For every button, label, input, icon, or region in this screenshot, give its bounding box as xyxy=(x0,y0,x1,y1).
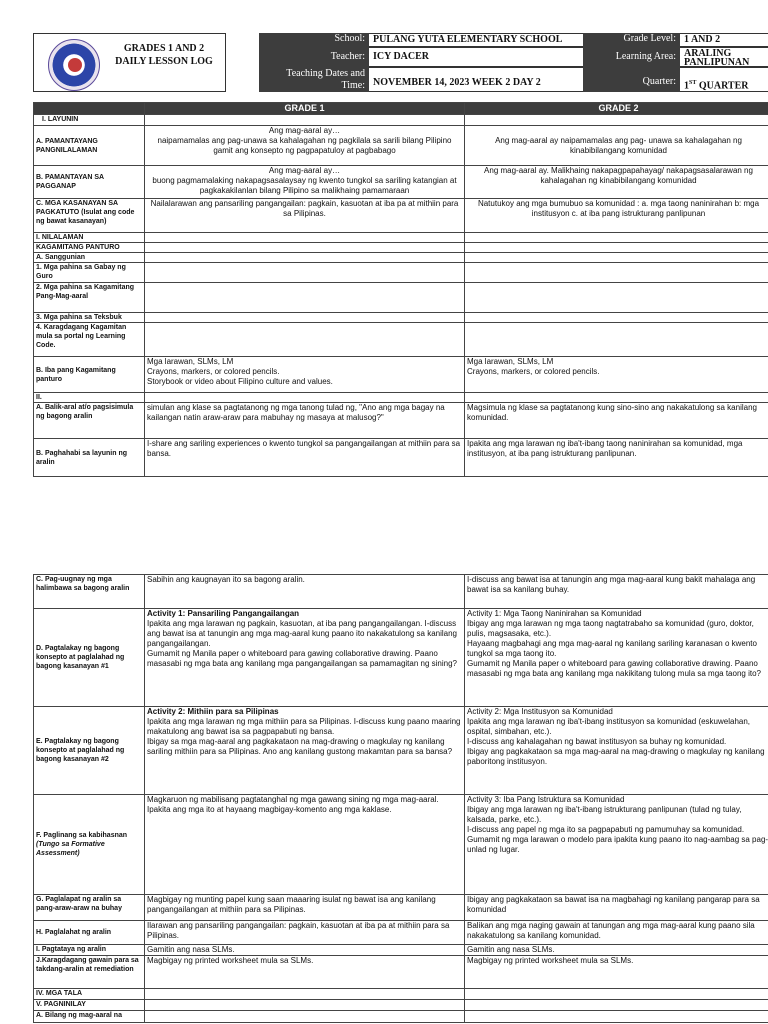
pagtalakay-2-label: E. Pagtalakay ng bagong konsepto at paglalahad ng bagong kasanayan #2 xyxy=(34,707,145,795)
balik-aral-g2: Magsimula ng klase sa pagtatanong kung sino-sino ang nakakatulong sa kanilang komunidad. xyxy=(465,403,768,439)
balik-aral-label: A. Balik-aral at/o pagsisimula ng bagong aralin xyxy=(34,403,145,439)
paglinang-row xyxy=(34,795,768,895)
pag-uugnay-row xyxy=(34,575,768,609)
paglinang-g1: Magkaruon ng mabilisang pagtatanghal ng mga gawang sining ng mga mag-aaral. Ipakita ang mga ito at hayaang magbigay-komento ang mga kaklase. xyxy=(145,795,465,895)
layunin-row xyxy=(34,115,768,126)
layunin-label: I. LAYUNIN xyxy=(34,115,145,126)
pagtataya-row xyxy=(34,945,768,956)
activity-2-g1-body-2: Ibigay sa mga mag-aaral ang pagkakataon na mag-drawing o magkulay ng kanilang sariling mithiin para sa Pilipinas. Ano ang kanilang gustong makamtan para sa bansa? xyxy=(147,737,453,756)
kagamitan-row xyxy=(34,243,768,253)
learning-area-label: Learning Area: xyxy=(583,47,680,67)
pamantayang-g2: Ang mag-aaral ay naipamamalas ang pag- unawa sa kahalagahan ng kinabibilangang komunidad xyxy=(465,126,768,166)
nilalaman-row xyxy=(34,233,768,243)
dates-label xyxy=(259,67,369,92)
pagtataya-g1: Gamitin ang nasa SLMs. xyxy=(145,945,465,956)
paglalapat-g1: Magbigay ng munting papel kung saan maaaring isulat ng bawat isa ang kanilang pangangailangan at mithiin para sa Pilipinas. xyxy=(145,895,465,921)
kasanayan-label: C. MGA KASANAYAN SA PAGKATUTO (Isulat ang code ng bawat kasanayan) xyxy=(34,199,145,233)
teksbuk-label: 3. Mga pahina sa Teksbuk xyxy=(34,313,145,323)
activity-3-g2-body-3: Gumamit ng mga larawan o modelo para ipakita kung paano ito nag-aambag sa pag-unlad ng lugar. xyxy=(467,835,768,854)
paglalapat-label: G. Paglalapat ng aralin sa pang-araw-araw na buhay xyxy=(34,895,145,921)
pamantayang-row xyxy=(34,126,768,166)
activity-1-g2-body: Ibigay ang mga larawan ng mga taong nagtatrabaho sa komunidad (guro, doktor, pulis, magsasaka, etc.). xyxy=(467,619,754,638)
pamantayang-g1-line-2: naipamamalas ang pag-unawa sa kahalagahan ng pagkilala sa sarili bilang Pilipino gamit ang konsepto ng pagpapatuloy at pagbabago xyxy=(157,136,452,155)
kasanayan-g2: Natutukoy ang mga bumubuo sa komunidad : a. mga taong naninirahan b: mga institusyon c. at iba pang istrukturang panlipunan xyxy=(465,199,768,233)
bilang-label: A. Bilang ng mag-aaral na xyxy=(34,1011,145,1023)
sanggunian-label: A. Sanggunian xyxy=(34,253,145,263)
paglalahat-label: H. Paglalahat ng aralin xyxy=(34,921,145,945)
pagninilay-label: V. PAGNINILAY xyxy=(34,1000,145,1011)
quarter-label: Quarter: xyxy=(583,67,680,92)
activity-2-g2-body-2: I-discuss ang kahalagahan ng bawat institusyon sa buhay ng komunidad. xyxy=(467,737,727,746)
pagganap-g2 xyxy=(465,166,768,199)
dates-value: NOVEMBER 14, 2023 WEEK 2 DAY 2 xyxy=(369,67,583,92)
karagdagang-gawain-label: J.Karagdagang gawain para sa takdang-aralin at remediation xyxy=(34,956,145,989)
learning-area-line-1: ARALING xyxy=(684,48,732,59)
teksbuk-row xyxy=(34,313,768,323)
iba-pang-kagamitan-label: B. Iba pang Kagamitang panturo xyxy=(34,357,145,393)
karagdagang-gawain-g2: Magbigay ng printed worksheet mula sa SLMs. xyxy=(465,956,768,989)
header-title-box xyxy=(33,33,226,92)
activity-2-g2-body-3: Ibigay ang pagkakataon sa mga mag-aaral na mag-drawing o magkulay ng kanilang paboritong institusyon. xyxy=(467,747,765,766)
title-line-1: GRADES 1 AND 2 xyxy=(123,43,205,54)
pagtalakay-1-g2 xyxy=(465,609,768,707)
paglalahat-g2: Balikan ang mga naging gawain at tanungan ang mga mag-aaral kung paano sila nakakatulong sa kanilang komunidad. xyxy=(465,921,768,945)
pagganap-g1 xyxy=(145,166,465,199)
lesson-table-part-2 xyxy=(33,574,768,1023)
grade2-header: GRADE 2 xyxy=(465,103,768,115)
pamantayan-pagganap-label: B. PAMANTAYAN SA PAGGANAP xyxy=(34,166,145,199)
header xyxy=(33,33,768,95)
pagganap-g2-line-1: Ang mag-aaral ay. Malikhaing nakapagpapahayag/ nakapagsasalarawan ng xyxy=(484,166,753,175)
pagganap-g1-line-1: Ang mag-aaral ay… xyxy=(268,166,341,175)
mga-tala-row xyxy=(34,989,768,1000)
pamantayang-label: A. PAMANTAYANG PANGNILALAMAN xyxy=(34,126,145,166)
mga-tala-label: IV. MGA TALA xyxy=(34,989,145,1000)
bilang-row xyxy=(34,1011,768,1023)
school-label: School: xyxy=(259,33,369,47)
paglinang-label-line-2: (Tungo sa Formative Assessment) xyxy=(36,841,105,857)
learning-area-line-2: PANLIPUNAN xyxy=(684,57,750,68)
paglinang-label xyxy=(34,795,145,895)
pagtalakay-1-g1 xyxy=(145,609,465,707)
activity-2-g2-body: Ipakita ang mga larawan ng iba't-ibang institusyon sa komunidad (eskuwelahan, ospital, simbahan, etc.). xyxy=(467,717,751,736)
activity-1-g1-body: Ipakita ang mga larawan ng pagkain, kasuotan, at iba pang pangangailangan. I-discuss ang bawat isa at tanungin ang mga mag-aaral kung paano ito nakakatulong sa kanilang pangangailangan. xyxy=(147,619,457,648)
pagganap-g2-line-2: kahalagahan ng kinabibilangang komunidad xyxy=(540,176,697,185)
teacher-value: ICY DACER xyxy=(369,47,583,67)
pamantayang-g1-line-1: Ang mag-aaral ay… xyxy=(268,126,341,135)
paghahabi-label: B. Paghahabi sa layunin ng aralin xyxy=(34,439,145,477)
dates-label-line-2: Time: xyxy=(341,80,365,91)
pag-uugnay-g1: Sabihin ang kaugnayan ito sa bagong aralin. xyxy=(145,575,465,609)
paghahabi-g1: I-share ang sariling experiences o kwento tungkol sa pangangailangan at mithiin para sa bansa. xyxy=(145,439,465,477)
lesson-table-part-1 xyxy=(33,102,768,477)
paglalahat-row xyxy=(34,921,768,945)
pagganap-g1-line-2: buong pagmamalaking nakapagsasalaysay ng kwento tungkol sa sariling katangian at pagkakakilanlan bilang Pilipino sa malikhaing pamamaraan xyxy=(152,176,457,195)
pagtalakay-2-g2 xyxy=(465,707,768,795)
pagtalakay-2-g1 xyxy=(145,707,465,795)
iba-g2-line-2: Crayons, markers, or colored pencils. xyxy=(467,367,600,376)
kagamitan-label: KAGAMITANG PANTURO xyxy=(34,243,145,253)
gabay-row xyxy=(34,263,768,283)
grade1-header: GRADE 1 xyxy=(145,103,465,115)
sanggunian-row xyxy=(34,253,768,263)
title-line-2: DAILY LESSON LOG xyxy=(115,56,213,67)
ii-row xyxy=(34,393,768,403)
iba-g1 xyxy=(145,357,465,393)
kasanayan-g1: Nailalarawan ang pansariling pangangailan: pagkain, kasuotan at iba pa at mithiin para sa Pilipinas. xyxy=(145,199,465,233)
karagdagang-row xyxy=(34,323,768,357)
blank-header-cell xyxy=(34,103,145,115)
iba-g2-line-1: Mga larawan, SLMs, LM xyxy=(467,357,554,366)
header-info-grid xyxy=(259,33,768,92)
paglalapat-row xyxy=(34,895,768,921)
activity-2-g1-body: Ipakita ang mga larawan ng mga mithiin para sa Pilipinas. I-discuss kung paano maaring makatulong ang bawat isa sa pagpapabuti ng bansa. xyxy=(147,717,461,736)
pang-mag-aaral-label: 2. Mga pahina sa Kagamitang Pang-Mag-aaral xyxy=(34,283,145,313)
teacher-label: Teacher: xyxy=(259,47,369,67)
paghahabi-g2: Ipakita ang mga larawan ng iba't-ibang taong naninirahan sa komunidad, mga institusyon, at iba pang istrukturang panlipunan. xyxy=(465,439,768,477)
activity-1-g1-title: Activity 1: Pansariling Pangangailangan xyxy=(147,609,300,618)
activity-3-g2-body-2: I-discuss ang papel ng mga ito sa pagpapabuti ng pamumuhay sa komunidad. xyxy=(467,825,745,834)
karagdagang-gawain-row xyxy=(34,956,768,989)
iba-pang-kagamitan-row xyxy=(34,357,768,393)
balik-aral-g1: simulan ang klase sa pagtatanong ng mga tanong tulad ng, "Ano ang mga bagay na kailangan natin araw-araw para mabuhay ng masaya at malusog?" xyxy=(145,403,465,439)
quarter-text: QUARTER xyxy=(696,80,749,92)
paglinang-label-line-1: F. Paglinang sa kabihasnan xyxy=(36,832,128,839)
quarter-number: 1 xyxy=(684,80,689,92)
iba-g1-line-1: Mga larawan, SLMs, LM xyxy=(147,357,234,366)
balik-aral-row xyxy=(34,403,768,439)
iba-g1-line-3: Storybook or video about Filipino culture and values. xyxy=(147,377,333,386)
pag-uugnay-label: C. Pag-uugnay ng mga halimbawa sa bagong aralin xyxy=(34,575,145,609)
activity-3-g2-title: Activity 3: Iba Pang Istruktura sa Komunidad xyxy=(467,795,625,804)
paghahabi-row xyxy=(34,439,768,477)
grade-level-label: Grade Level: xyxy=(583,33,680,47)
header-title xyxy=(102,42,226,68)
paglinang-g2 xyxy=(465,795,768,895)
activity-1-g2-body-3: Gumamit ng Manila paper o whiteboard para gawing collaborative drawing. Paano masasabi ng mga bata ang kanilang mga nakikitang tulong mula sa mga taong ito? xyxy=(467,659,761,678)
activity-3-g2-body: Ibigay ang mga larawan ng iba't-ibang istrukturang panlipunan (tulad ng tulay, kalsada, parke, etc.). xyxy=(467,805,742,824)
pamantayan-pagganap-row xyxy=(34,166,768,199)
activity-1-g2-body-2: Hayaang magbahagi ang mga mag-aaral ng kanilang sariling karanasan o kwento tungkol sa mga taong ito. xyxy=(467,639,757,658)
pagtalakay-1-label: D. Pagtalakay ng bagong konsepto at paglalahad ng bagong kasanayan #1 xyxy=(34,609,145,707)
deped-seal-icon xyxy=(48,39,100,91)
dates-label-line-1: Teaching Dates and xyxy=(286,68,365,79)
paglalapat-g2: Ibigay ang pagkakataon sa bawat isa na magbahagi ng kanilang pangarap para sa komunidad xyxy=(465,895,768,921)
pang-mag-aaral-row xyxy=(34,283,768,313)
activity-1-g1-body-2: Gumamit ng Manila paper o whiteboard para gawing collaborative drawing. Paano masasabi ng mga bata ang kanilang mga pangangailangan sa pamamagitan ng sining? xyxy=(147,649,457,668)
quarter-suffix: ST xyxy=(689,80,697,86)
quarter-value xyxy=(680,67,768,92)
pagninilay-row xyxy=(34,1000,768,1011)
activity-1-g2-title: Activity 1: Mga Taong Naninirahan sa Komunidad xyxy=(467,609,642,618)
activity-2-g1-title: Activity 2: Mithiin para sa Pilipinas xyxy=(147,707,279,716)
nilalaman-label: I. NILALAMAN xyxy=(34,233,145,243)
activity-2-g2-title: Activity 2: Mga Institusyon sa Komunidad xyxy=(467,707,613,716)
grade-level-value: 1 AND 2 xyxy=(680,33,768,47)
pagtataya-label: I. Pagtataya ng aralin xyxy=(34,945,145,956)
pagtalakay-1-row xyxy=(34,609,768,707)
iba-g2 xyxy=(465,357,768,393)
pag-uugnay-g2: I-discuss ang bawat isa at tanungin ang mga mag-aaral kung bakit mahalaga ang bawat isa sa kanilang buhay. xyxy=(465,575,768,609)
karagdagang-label: 4. Karagdagang Kagamitan mula sa portal ng Learning Code. xyxy=(34,323,145,357)
learning-area-value xyxy=(680,47,768,67)
karagdagang-gawain-g1: Magbigay ng printed worksheet mula sa SLMs. xyxy=(145,956,465,989)
school-value: PULANG YUTA ELEMENTARY SCHOOL xyxy=(369,33,583,47)
ii-label: II. xyxy=(34,393,145,403)
pamantayang-g1 xyxy=(145,126,465,166)
pagtataya-g2: Gamitin ang nasa SLMs. xyxy=(465,945,768,956)
gabay-label: 1. Mga pahina sa Gabay ng Guro xyxy=(34,263,145,283)
pagtalakay-2-row xyxy=(34,707,768,795)
iba-g1-line-2: Crayons, markers, or colored pencils. xyxy=(147,367,280,376)
kasanayan-row xyxy=(34,199,768,233)
paglalahat-g1: Ilarawan ang pansariling pangangailan: pagkain, kasuotan at iba pa at mithiin para sa Pilipinas. xyxy=(145,921,465,945)
grade-header-row xyxy=(34,103,768,115)
